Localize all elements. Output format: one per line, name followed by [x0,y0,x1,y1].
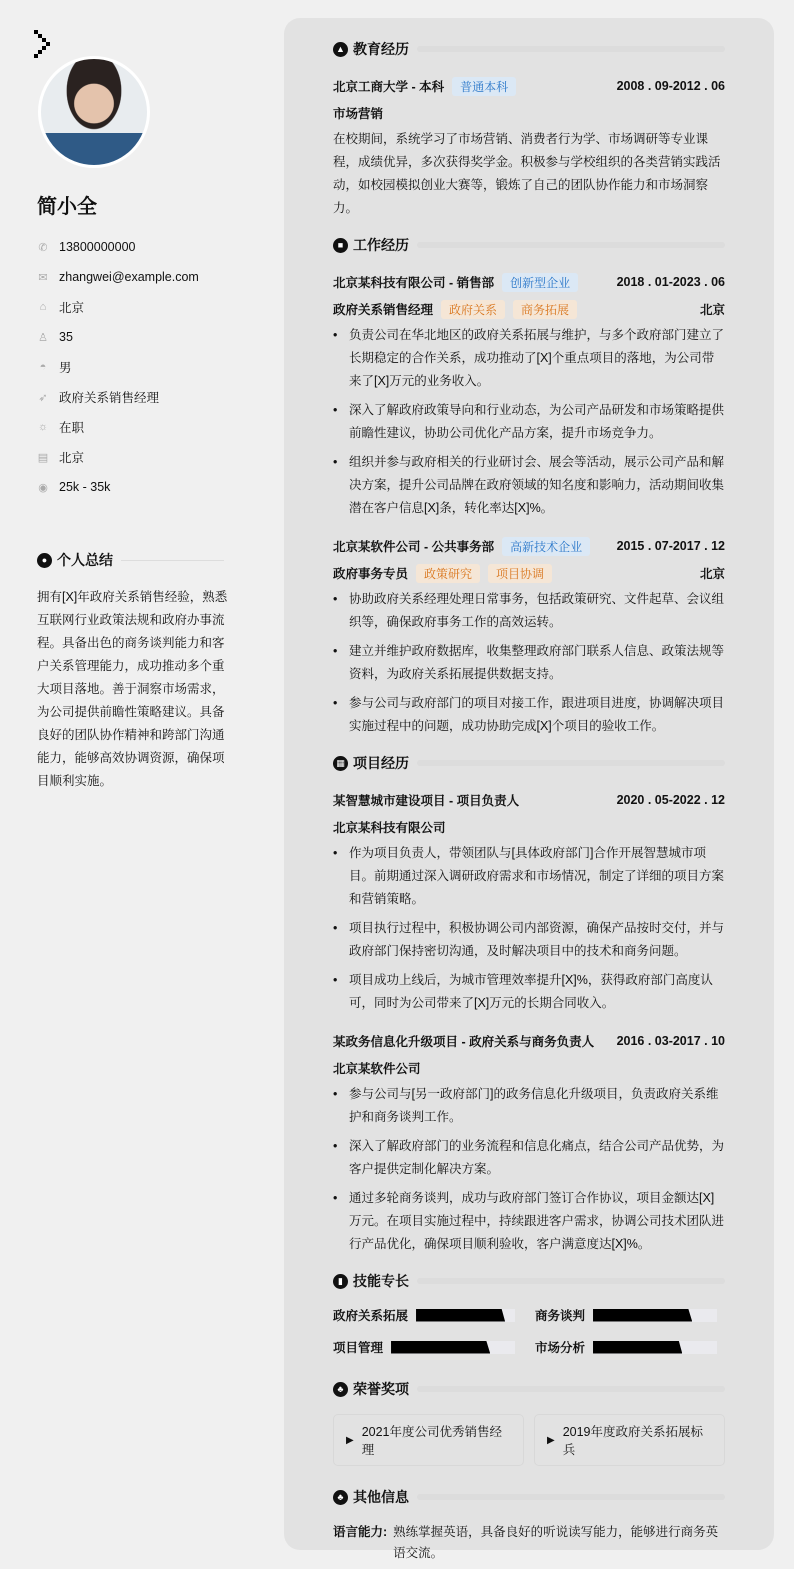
send-icon: ➶ [38,391,48,404]
skill-item [535,1306,725,1324]
work-heading [333,234,725,256]
project-company: 北京某科技有限公司 [333,821,446,835]
job-city: 北京 [699,303,725,317]
job-date: 2018 . 01-2023 . 06 [616,275,725,289]
section-title: 其他信息 [353,1489,409,1505]
other-heading [333,1486,725,1508]
award-icon: ♣ [333,1382,348,1397]
job-city: 北京 [699,567,725,581]
job-date: 2015 . 07-2017 . 12 [616,539,725,553]
role-tag: 商务拓展 [513,300,577,319]
role-tag: 政府关系 [441,300,505,319]
project-bullets [333,1083,725,1256]
skill-name: 项目管理 [333,1341,384,1355]
bullet: • 作为项目负责人，带领团队与[具体政府部门]合作开展智慧城市项目。前期通过深入调研政府需求和市场情况，制定了详细的项目方案和营销策略。 [333,842,725,911]
skill-item [333,1338,523,1356]
skill-name: 商务谈判 [535,1309,586,1323]
graduation-cap-icon: ▲ [333,42,348,57]
section-title: 工作经历 [353,237,409,253]
info-text: 男 [59,361,72,375]
skill-bar [593,1341,717,1354]
role-left [333,300,577,319]
section-title: 技能专长 [353,1273,409,1289]
language-label: 语言能力: [333,1525,388,1539]
info-text: zhangwei@example.com [59,270,199,284]
job-role-row [333,294,725,324]
bullet: • 项目执行过程中，积极协调公司内部资源，确保产品按时交付，并与政府部门保持密切沟通，及时解决项目中的技术和商务问题。 [333,917,725,963]
job-item [333,534,725,738]
job-bullets [333,588,725,738]
job-left [333,537,590,556]
info-text: 北京 [59,451,85,465]
bullet: • 负责公司在华北地区的政府关系拓展与维护，与多个政府部门建立了长期稳定的合作关系，成功推动了[X]个重点项目的落地，为公司带来了[X]万元的业务收入。 [333,324,725,393]
building-icon: ▤ [37,451,49,464]
skill-bar-fill [593,1341,682,1354]
school: 北京工商大学 - 本科 [333,80,445,94]
info-row [37,352,199,382]
info-text: 25k - 35k [59,480,111,494]
major: 市场营销 [333,107,384,121]
skill-name: 政府关系拓展 [333,1309,409,1323]
skill-item [333,1306,523,1324]
project-name: 某智慧城市建设项目 - 项目负责人 [333,794,520,808]
language-row [333,1522,725,1564]
contact-info [37,232,199,502]
job-header [333,270,725,294]
bullet: • 通过多轮商务谈判，成功与政府部门签订合作协议，项目金额达[X]万元。在项目实施过程中，持续跟进客户需求，协调公司技术团队进行产品优化，确保项目顺利验收，客户满意度达[X]%。 [333,1187,725,1256]
skills-heading [333,1270,725,1292]
degree-tag: 普通本科 [452,77,516,96]
bullet: • 深入了解政府部门的业务流程和信息化痛点，结合公司产品优势，为客户提供定制化解决方案。 [333,1135,725,1181]
skill-bar [416,1309,515,1322]
bullet: • 深入了解政府政策导向和行业动态，为公司产品研发和市场策略提供前瞻性建议，协助公司优化产品方案，提升市场竞争力。 [333,399,725,445]
play-icon: ▶ [547,1434,555,1446]
award-text: 2021年度公司优秀销售经理 [361,1425,503,1457]
education-row [333,74,725,98]
mail-icon: ✉ [38,271,48,284]
info-text: 北京 [59,301,85,315]
bullet: • 参与公司与[另一政府部门]的政务信息化升级项目，负责政府关系维护和商务谈判工作。 [333,1083,725,1129]
phone-icon: ✆ [38,241,48,254]
home-icon: ⌂ [39,301,47,313]
summary-title: 个人总结 [57,552,113,568]
award-item [534,1414,725,1466]
info-text: 政府关系销售经理 [59,391,160,405]
skill-bar [391,1341,515,1354]
info-row [37,472,199,502]
project-header [333,788,725,812]
summary-heading [37,550,224,570]
project-name: 某政务信息化升级项目 - 政府关系与商务负责人 [333,1035,595,1049]
job-left [333,273,578,292]
section-title: 教育经历 [353,41,409,57]
company-tag: 高新技术企业 [502,537,590,556]
info-text: 在职 [59,421,85,435]
project-item [333,1029,725,1256]
info-row [37,262,199,292]
job-bullets [333,324,725,520]
company: 北京某软件公司 - 公共事务部 [333,540,495,554]
language-text: 熟练掌握英语，具备良好的听说读写能力，能够进行商务英语交流。 [393,1525,719,1560]
info-row [37,412,199,442]
gender-icon: ◓ [39,361,47,373]
award-item [333,1414,524,1466]
project-company: 北京某软件公司 [333,1062,421,1076]
award-text: 2019年度政府关系拓展标兵 [562,1425,704,1457]
education-desc: 在校期间，系统学习了市场营销、消费者行为学、市场调研等专业课程，成绩优异，多次获得奖学金。积极参与学校组织的各类营销实践活动，如校园模拟创业大赛等，锻炼了自己的团队协作能力和市场洞察力。 [333,132,721,215]
project-bullets [333,842,725,1015]
bar-chart-icon: ▮ [333,1274,348,1289]
info-row [37,292,199,322]
salary-icon: ◉ [38,481,48,494]
info-row [37,322,199,352]
project-item [333,788,725,1015]
skill-bar-fill [416,1309,505,1322]
bullet: • 建立并维护政府数据库，收集整理政府部门联系人信息、政策法规等资料，为政府关系拓展提供数据支持。 [333,640,725,686]
info-row [37,232,199,262]
bullet: • 协助政府关系经理处理日常事务，包括政策研究、文件起草、会议组织等，确保政府事务工作的高效运转。 [333,588,725,634]
info-row [37,382,199,412]
age-icon: ♙ [38,331,48,344]
job-role-row [333,558,725,588]
role-left [333,564,552,583]
project-date: 2016 . 03-2017 . 10 [616,1034,725,1048]
company-tag: 创新型企业 [502,273,578,292]
status-icon: ☼ [37,421,49,433]
profile-name: 简小全 [37,196,97,218]
info-text: 13800000000 [59,240,136,254]
avatar [38,56,150,168]
company: 北京某科技有限公司 - 销售部 [333,276,495,290]
skill-item [535,1338,725,1356]
section-title: 项目经历 [353,755,409,771]
info-text: 35 [59,330,73,344]
bullet: • 项目成功上线后，为城市管理效率提升[X]%，获得政府部门高度认可，同时为公司带来了[X]万元的长期合同收入。 [333,969,725,1015]
section-title: 荣誉奖项 [353,1381,409,1397]
user-icon: ● [37,553,52,568]
skill-bar-fill [391,1341,490,1354]
projects-heading [333,752,725,774]
education-date: 2008 . 09-2012 . 06 [616,79,725,93]
grid-icon: ▦ [333,756,348,771]
job-item [333,270,725,520]
main-panel [284,18,774,1560]
role: 政府事务专员 [333,567,409,581]
summary-text: 拥有[X]年政府关系销售经验，熟悉互联网行业政策法规和政府办事流程。具备出色的商务谈判能力和客户关系管理能力，成功推动多个重大项目落地。善于洞察市场需求，为公司提供前瞻性策略建议。具备良好的团队协作精神和跨部门沟通能力，能够高效协调资源，确保项目顺利实施。 [37,590,228,788]
bullet: • 组织并参与政府相关的行业研讨会、展会等活动，展示公司产品和解决方案，提升公司品牌在政府领域的知名度和影响力，活动期间收集潜在客户信息[X]条，转化率达[X]%。 [333,451,725,520]
role-tag: 政策研究 [416,564,480,583]
education-heading [333,38,725,60]
role: 政府关系销售经理 [333,303,434,317]
info-icon: ♣ [333,1490,348,1505]
awards-heading [333,1378,725,1400]
briefcase-icon: ■ [333,238,348,253]
info-row [37,442,199,472]
skill-name: 市场分析 [535,1341,586,1355]
job-header [333,534,725,558]
role-tag: 项目协调 [488,564,552,583]
logo-icon [32,30,52,58]
project-date: 2020 . 05-2022 . 12 [616,793,725,807]
project-header [333,1029,725,1053]
skill-bar-fill [593,1309,692,1322]
skill-bar [593,1309,717,1322]
bullet: • 参与公司与政府部门的项目对接工作，跟进项目进度，协调解决项目实施过程中的问题，成功协助完成[X]个项目的验收工作。 [333,692,725,738]
play-icon: ▶ [346,1434,354,1446]
